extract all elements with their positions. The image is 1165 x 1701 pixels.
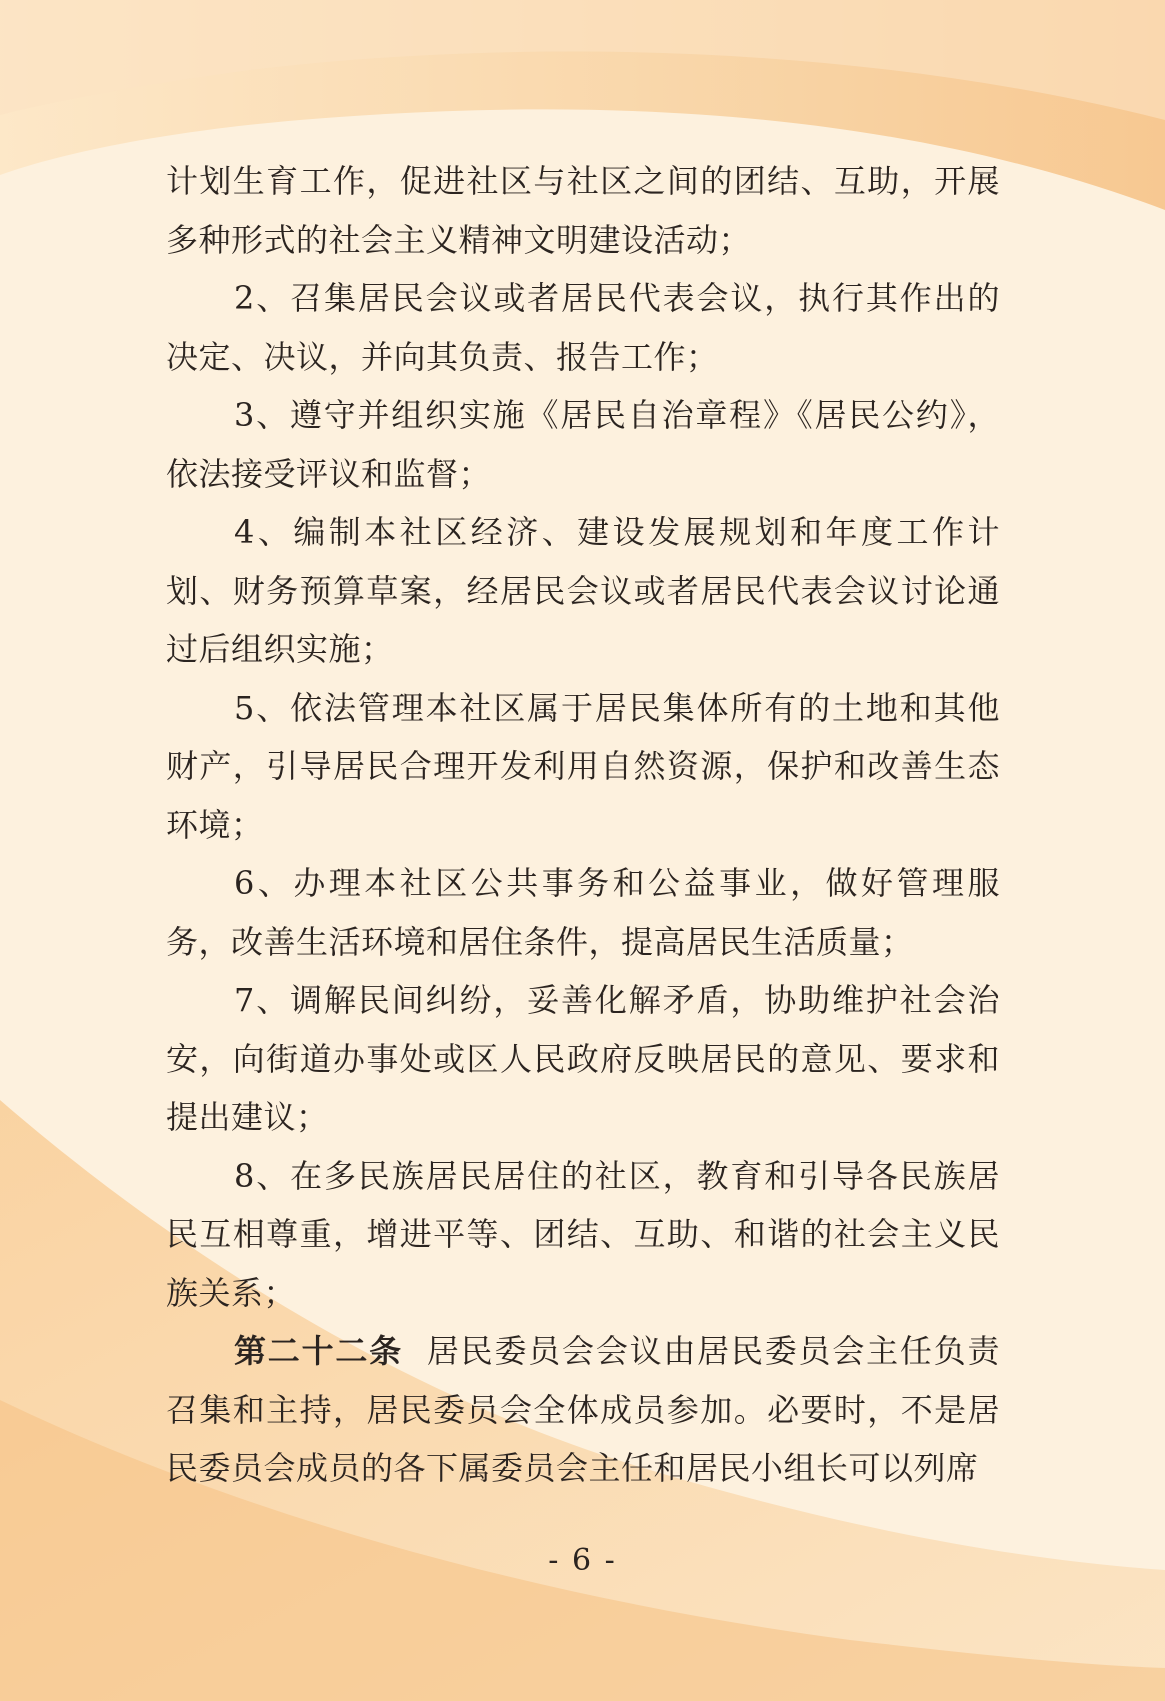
list-item-8: 8、在多民族居民居住的社区，教育和引导各民族居民互相尊重，增进平等、团结、互助、和谐的社会主义民族关系； xyxy=(166,1156,1000,1312)
list-item-6: 6、办理本社区公共事务和公益事业，做好管理服务，改善生活环境和居住条件，提高居民生活质量； xyxy=(166,864,1000,961)
list-item-3: 3、遵守并组织实施《居民自治章程》《居民公约》，依法接受评议和监督； xyxy=(166,396,1000,493)
article-text: 居民委员会会议由居民委员会主任负责召集和主持，居民委员会全体成员参加。必要时，不是居民委员会成员的各下属委员会主任和居民小组长可以列席 xyxy=(166,1332,1000,1487)
list-item-2: 2、召集居民会议或者居民代表会议，执行其作出的决定、决议，并向其负责、报告工作； xyxy=(166,279,1000,376)
page-number: - 6 - xyxy=(548,1543,617,1578)
paragraph-continuation: 计划生育工作，促进社区与社区之间的团结、互助，开展多种形式的社会主义精神文明建设活动； xyxy=(166,162,1000,259)
list-item-5: 5、依法管理本社区属于居民集体所有的土地和其他财产，引导居民合理开发利用自然资源，保护和改善生态环境； xyxy=(166,688,1000,844)
list-item-4: 4、编制本社区经济、建设发展规划和年度工作计划、财务预算草案，经居民会议或者居民代表会议讨论通过后组织实施； xyxy=(166,513,1000,668)
list-item-7: 7、调解民间纠纷，妥善化解矛盾，协助维护社会治安，向街道办事处或区人民政府反映居民的意见、要求和提出建议； xyxy=(166,981,1000,1136)
document-body xyxy=(166,152,1000,1498)
article-22 xyxy=(166,1322,1000,1498)
article-heading: 第二十二条 xyxy=(234,1332,403,1370)
